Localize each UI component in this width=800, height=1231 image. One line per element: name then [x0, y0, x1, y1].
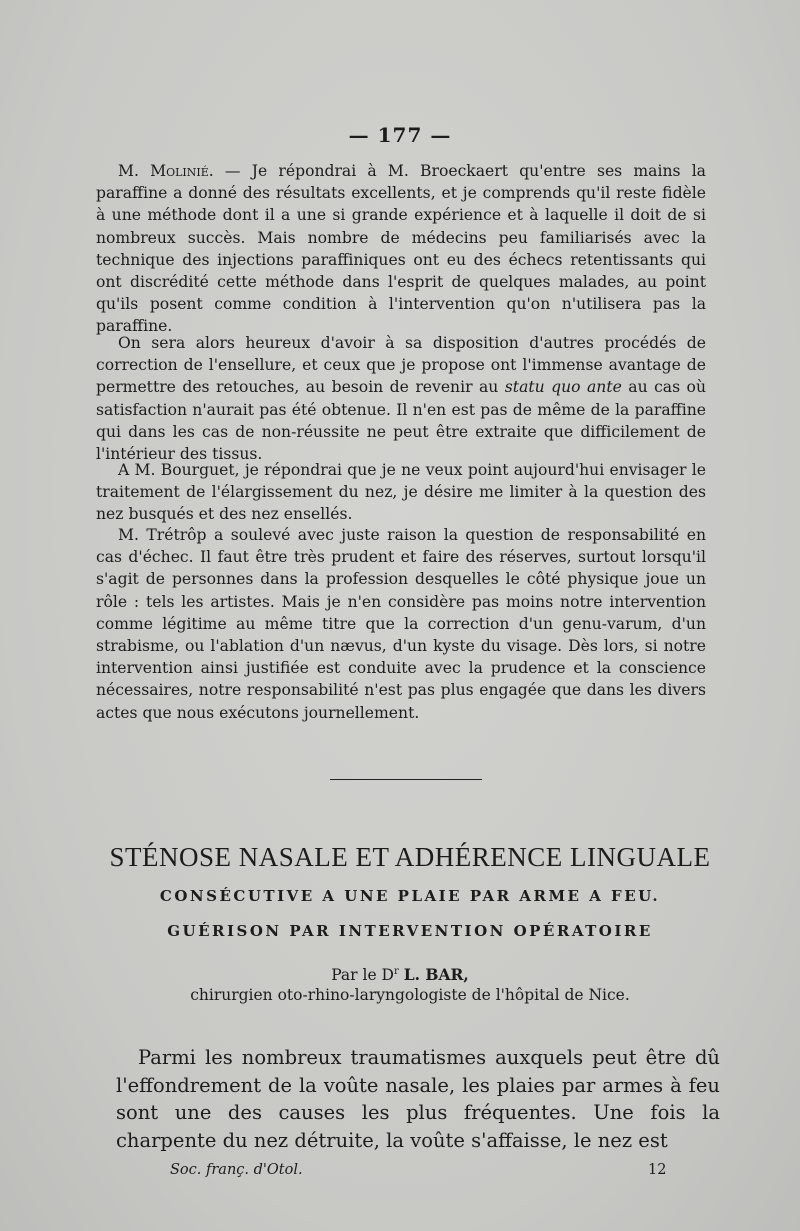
page-number: — 177 — [348, 123, 452, 147]
paragraph-retouches [96, 332, 706, 465]
paragraph-text: — Je répondrai à M. Broeckaert qu'entre ses mains la paraffine a donné des résultats excellents, et je comprends qu'il reste fidèle à une méthode dont il a une si grande expérience et à laquelle il doit de si nombreux succès. Mais nombre de médecins peu familiarisés avec la technique des injections paraffiniques ont eu des échecs retentissants qui ont discrédité cette méthode dans l'esprit de quelques malades, au point qu'ils posent comme condition à l'intervention qu'on n'utilisera pas la paraffine. [96, 162, 706, 336]
author-affiliation: chirurgien oto-rhino-laryngologiste de l'hôpital de Nice. [190, 986, 630, 1004]
author-name: L. BAR, [403, 965, 469, 984]
article-body-text: Parmi les nombreux traumatismes auxquels peut être dû l'effondrement de la voûte nasale, les plaies par armes à feu sont une des causes les plus fréquentes. Une fois la charpente du nez détruite, la voûte s'affaisse, le nez est [116, 1046, 720, 1152]
footer-journal: Soc. franç. d'Otol. [170, 1162, 303, 1178]
paragraph-bourguet [96, 459, 706, 526]
paragraph-tretrop [96, 524, 706, 724]
section-divider [330, 779, 482, 780]
author-prefix: Par le D [331, 966, 394, 984]
italic-phrase: statu quo ante [504, 378, 622, 397]
speaker-name: M. Molinié. [118, 162, 214, 180]
paragraph-text: M. Trétrôp a soulevé avec juste raison la question de responsabilité en cas d'échec. Il faut être très prudent et faire des réserves, surtout lorsqu'il s'agit de personnes dans la profession desquelles le côté physique joue un rôle : tels les artistes. Mais je n'en considère pas moins notre intervention comme légitime au même titre que la correction d'un genu-varum, d'un strabisme, ou l'ablation d'un nævus, d'un kyste du visage. Dès lors, si notre intervention ainsi justifiée est conduite avec la prudence et la conscience nécessaires, notre responsabilité n'est pas plus engagée que dans les divers actes que nous exécutons journellement. [96, 526, 706, 722]
paragraph-text: On sera alors heureux d'avoir à sa disposition d'autres procédés de correction de l'ensellure, et ceux que je propose ont l'immense avantage de permettre des retouches, au besoin de revenir au [96, 334, 706, 397]
author-line [0, 965, 800, 984]
paragraph-text: au cas où satisfaction n'aurait pas été obtenue. Il n'en est pas de même de la paraffine qui dans les cas de non-réussite ne peut être extraite que difficilement de l'intérieur des tissus. [96, 378, 706, 464]
paragraph-text: A M. Bourguet, je répondrai que je ne veux point aujourd'hui envisager le traitement de l'élargissement du nez, je désire me limiter à la question des nez busqués et des nez ensellés. [96, 461, 706, 524]
paragraph-molinie [96, 160, 706, 338]
author-title-sup: r [393, 965, 399, 977]
article-subtitle: CONSÉCUTIVE A UNE PLAIE PAR ARME A FEU. [159, 887, 661, 905]
article-subtitle-2: GUÉRISON PAR INTERVENTION OPÉRATOIRE [167, 922, 653, 940]
article-title: STÉNOSE NASALE ET ADHÉRENCE LINGUALE [109, 842, 711, 872]
footer-sheet-number: 12 [648, 1162, 667, 1178]
article-body [116, 1044, 720, 1154]
